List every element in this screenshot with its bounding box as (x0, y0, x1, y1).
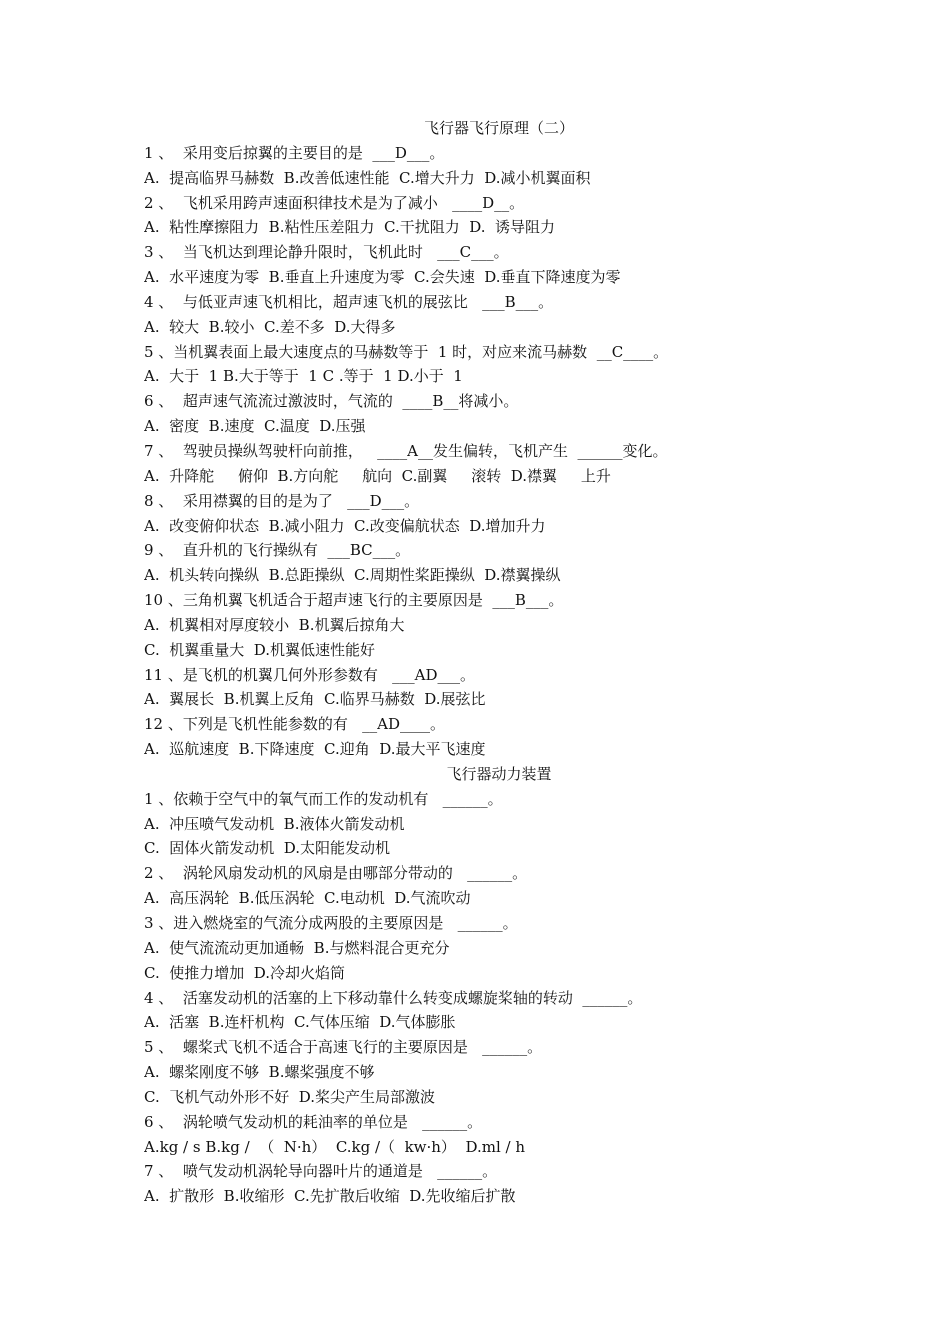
question-text: 6 、 涡轮喷气发动机的耗油率的单位是 ______。 (144, 1112, 483, 1131)
question-text: 7 、 驾驶员操纵驾驶杆向前推， ____A__发生偏转，飞机产生 ______变化。 (144, 441, 668, 460)
answer-options: A. 机头转向操纵 B.总距操纵 C.周期性桨距操纵 D.襟翼操纵 (144, 566, 561, 585)
answer-options: C. 机翼重量大 D.机翼低速性能好 (144, 640, 376, 659)
question-text: 4 、 与低亚声速飞机相比，超声速飞机的展弦比 ___B___。 (144, 292, 554, 311)
answer-options: C. 固体火箭发动机 D.太阳能发动机 (144, 839, 391, 858)
answer-options: A. 大于 1 B.大于等于 1 C .等于 1 D.小于 1 (144, 367, 463, 386)
answer-options: A. 较大 B.较小 C.差不多 D.大得多 (144, 317, 396, 336)
question-text: 5 、当机翼表面上最大速度点的马赫数等于 1 时，对应来流马赫数 __C____。 (144, 342, 669, 361)
answer-options: A. 密度 B.速度 C.温度 D.压强 (144, 417, 366, 436)
question-text: 9 、 直升机的飞行操纵有 ___BC___。 (144, 541, 411, 560)
question-text: 1 、 采用变后掠翼的主要目的是 ___D___。 (144, 143, 445, 162)
answer-options: C. 飞机气动外形不好 D.桨尖产生局部激波 (144, 1087, 436, 1106)
question-text: 7 、 喷气发动机涡轮导向器叶片的通道是 ______。 (144, 1162, 498, 1181)
question-text: 4 、 活塞发动机的活塞的上下移动靠什么转变成螺旋桨轴的转动 ______。 (144, 988, 643, 1007)
answer-options: A. 扩散形 B.收缩形 C.先扩散后收缩 D.先收缩后扩散 (144, 1187, 516, 1206)
question-text: 11 、是飞机的机翼几何外形参数有 ___AD___。 (144, 665, 476, 684)
section-title: 飞行器动力装置 (446, 764, 552, 783)
answer-options: C. 使推力增加 D.冷却火焰筒 (144, 963, 346, 982)
answer-options: A. 提高临界马赫数 B.改善低速性能 C.增大升力 D.减小机翼面积 (144, 168, 591, 187)
question-text: 12 、下列是飞机性能参数的有 __AD____。 (144, 715, 446, 734)
answer-options: A. 升降舵 俯仰 B.方向舵 航向 C.副翼 滚转 D.襟翼 上升 (144, 466, 611, 485)
answer-options: A. 高压涡轮 B.低压涡轮 C.电动机 D.气流吹动 (144, 889, 471, 908)
answer-options: A.kg / s B.kg / （ N·h） C.kg /（ kw·h） D.ml / h (144, 1137, 525, 1156)
section-title: 飞行器飞行原理（二） (423, 119, 574, 137)
question-text: 1 、依赖于空气中的氧气而工作的发动机有 ______。 (144, 789, 503, 808)
document-body (144, 116, 824, 1209)
question-text: 10 、三角机翼飞机适合于超声速飞行的主要原因是 ___B___。 (144, 591, 564, 610)
answer-options: A. 使气流流动更加通畅 B.与燃料混合更充分 (144, 938, 450, 957)
answer-options: A. 活塞 B.连杆机构 C.气体压缩 D.气体膨胀 (144, 1013, 456, 1032)
question-text: 2 、 飞机采用跨声速面积律技术是为了减小 ____D__。 (144, 193, 525, 212)
answer-options: A. 螺桨刚度不够 B.螺桨强度不够 (144, 1063, 375, 1082)
answer-options: A. 粘性摩擦阻力 B.粘性压差阻力 C.干扰阻力 D. 诱导阻力 (144, 218, 556, 237)
question-text: 6 、 超声速气流流过激波时，气流的 ____B__将减小。 (144, 392, 519, 411)
answer-options: A. 冲压喷气发动机 B.液体火箭发动机 (144, 814, 405, 833)
answer-options: A. 水平速度为零 B.垂直上升速度为零 C.会失速 D.垂直下降速度为零 (144, 268, 621, 287)
question-text: 3 、进入燃烧室的气流分成两股的主要原因是 ______。 (144, 914, 518, 932)
question-text: 8 、 采用襟翼的目的是为了 ___D___。 (144, 491, 420, 510)
question-text: 5 、 螺桨式飞机不适合于高速飞行的主要原因是 ______。 (144, 1038, 543, 1057)
question-text: 2 、 涡轮风扇发动机的风扇是由哪部分带动的 ______。 (144, 864, 528, 883)
answer-options: A. 巡航速度 B.下降速度 C.迎角 D.最大平飞速度 (144, 740, 486, 759)
answer-options: A. 翼展长 B.机翼上反角 C.临界马赫数 D.展弦比 (144, 690, 486, 709)
question-text: 3 、 当飞机达到理论静升限时，飞机此时 ___C___。 (144, 243, 509, 262)
answer-options: A. 机翼相对厚度较小 B.机翼后掠角大 (144, 615, 405, 634)
answer-options: A. 改变俯仰状态 B.减小阻力 C.改变偏航状态 D.增加升力 (144, 516, 546, 535)
